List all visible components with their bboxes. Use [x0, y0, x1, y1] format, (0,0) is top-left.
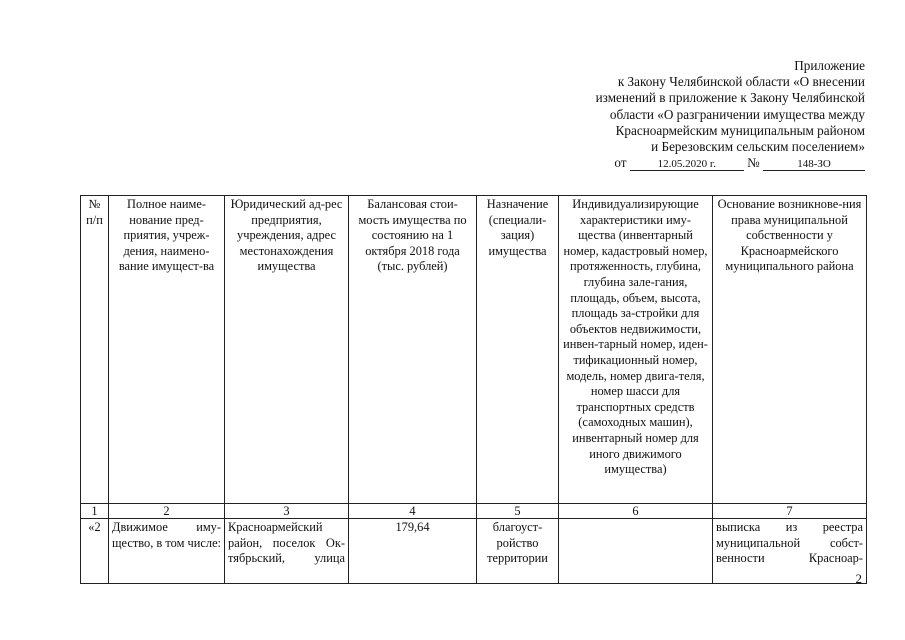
from-label: от: [614, 155, 627, 171]
column-number: 5: [477, 504, 559, 519]
number-label: №: [747, 155, 760, 171]
appendix-header: [535, 58, 865, 171]
header-name: Полное наиме-нование пред-приятия, учреж-дения, наимено-вание имущест-ва: [109, 196, 225, 504]
header-purpose: Назначение (специали-зация) имущества: [477, 196, 559, 504]
law-date: 12.05.2020 г.: [630, 158, 744, 171]
appendix-line-2: изменений в приложение к Закону Челябинской: [595, 90, 865, 106]
table-row: [81, 519, 867, 584]
appendix-line-4: Красноармейским муниципальным районом: [615, 122, 865, 138]
header-row: [81, 196, 867, 504]
column-number: 7: [713, 504, 867, 519]
row-num: «2: [81, 519, 109, 584]
column-number-row: [81, 504, 867, 519]
row-ownership-basis: выписка из реестра муниципальной собст-венности Красноар-: [713, 519, 867, 584]
column-number: 2: [109, 504, 225, 519]
row-name: Движимое иму-щество, в том числе:: [109, 519, 225, 584]
appendix-title: Приложение: [794, 58, 865, 73]
row-purpose: благоуст-ройство территории: [477, 519, 559, 584]
appendix-line-1: к Закону Челябинской области «О внесении: [617, 74, 865, 90]
appendix-line-5: и Березовским сельским поселением»: [651, 139, 865, 155]
column-number: 3: [225, 504, 349, 519]
law-number: 148-ЗО: [763, 158, 865, 171]
header-address: Юридический ад-рес предприятия, учреждения, адрес местонахождения имущества: [225, 196, 349, 504]
column-number: 6: [559, 504, 713, 519]
row-address: Красноармейский район, поселок Ок-тябрьский, улица: [225, 519, 349, 584]
property-table: [80, 195, 867, 584]
header-num: № п/п: [81, 196, 109, 504]
row-characteristics: [559, 519, 713, 584]
law-reference: [535, 155, 865, 171]
column-number: 4: [349, 504, 477, 519]
column-number: 1: [81, 504, 109, 519]
appendix-line-3: области «О разграничении имущества между: [609, 106, 865, 122]
page-number: 2: [855, 571, 862, 586]
header-ownership-basis: Основание возникнове-ния права муниципальной собственности у Красноармейского муниципального района: [713, 196, 867, 504]
row-balance-value: 179,64: [349, 519, 477, 584]
header-characteristics: Индивидуализирующие характеристики иму-щества (инвентарный номер, кадастровый номер, протяженность, глубина, глубина зале-гания, площадь, объем, высота, площадь за-стройки для объектов недвижимости, инвен-тарный номер, иден-тификационный номер, модель, номер двига-теля, номер шасси для транспортных средств (самоходных машин), инвентарный номер для иного движимого имущества): [559, 196, 713, 504]
header-balance-value: Балансовая стои-мость имущества по состоянию на 1 октября 2018 года (тыс. рублей): [349, 196, 477, 504]
